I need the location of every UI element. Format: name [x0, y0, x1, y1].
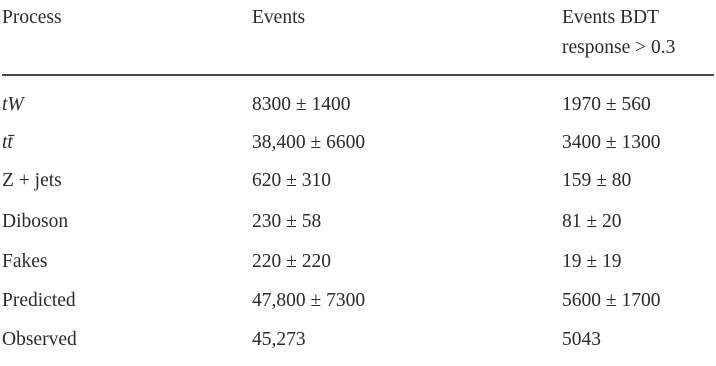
header-rule — [2, 74, 714, 76]
row-events-bdt: 1970 ± 560 — [562, 94, 651, 115]
row-process: tW — [2, 94, 24, 115]
row-events: 230 ± 58 — [252, 211, 322, 232]
row-process: Diboson — [2, 211, 69, 232]
row-events: 220 ± 220 — [252, 251, 331, 272]
row-events: 8300 ± 1400 — [252, 94, 351, 115]
header-events: Events — [252, 7, 306, 28]
row-events-bdt: 5043 — [562, 329, 601, 350]
header-process: Process — [2, 7, 62, 28]
row-process: tt̄ — [2, 132, 13, 153]
row-events: 45,273 — [252, 329, 306, 350]
row-events-bdt: 159 ± 80 — [562, 170, 632, 191]
row-events-bdt: 3400 ± 1300 — [562, 132, 661, 153]
row-process: Predicted — [2, 290, 76, 311]
row-events: 38,400 ± 6600 — [252, 132, 366, 153]
row-events-bdt: 19 ± 19 — [562, 251, 622, 272]
row-process: Observed — [2, 329, 77, 350]
row-events-bdt: 5600 ± 1700 — [562, 290, 661, 311]
row-process: Z + jets — [2, 170, 62, 191]
row-process: Fakes — [2, 251, 48, 272]
row-events: 620 ± 310 — [252, 170, 331, 191]
row-events: 47,800 ± 7300 — [252, 290, 366, 311]
row-events-bdt: 81 ± 20 — [562, 211, 622, 232]
header-events-bdt-line2: response > 0.3 — [562, 37, 676, 58]
header-events-bdt-line1: Events BDT — [562, 7, 659, 28]
